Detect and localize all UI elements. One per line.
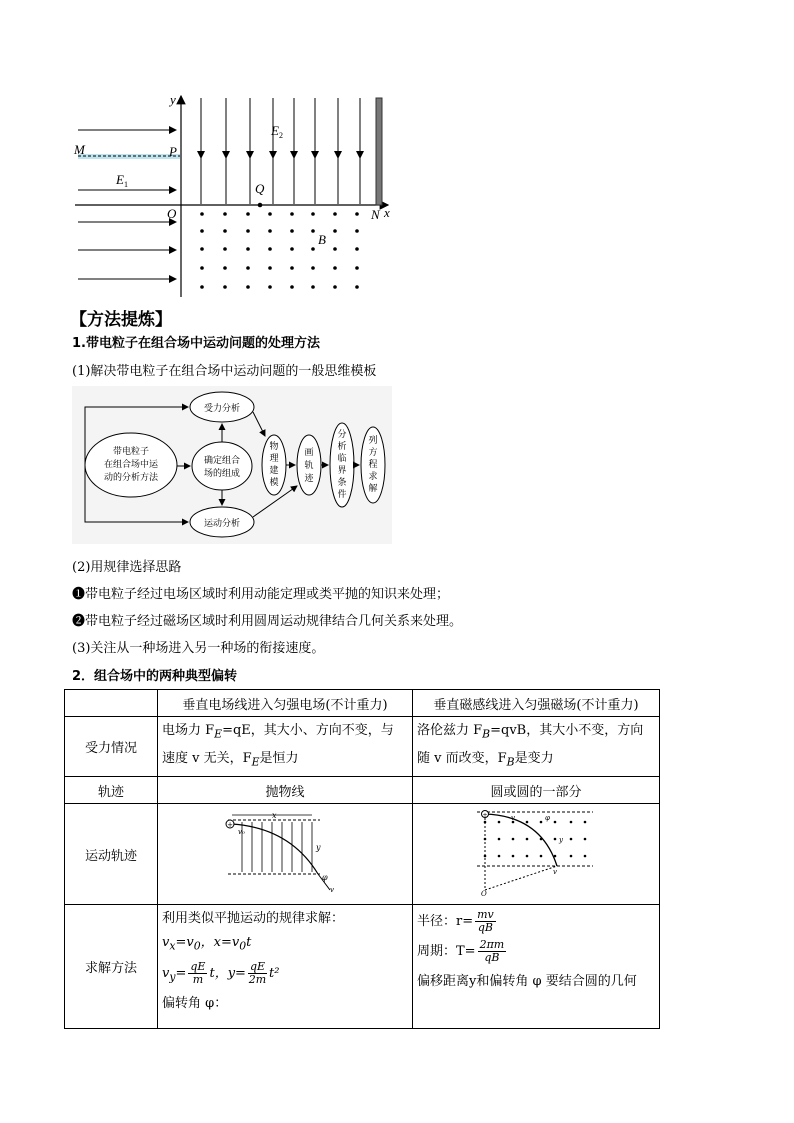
svg-text:物: 物 [269,442,279,452]
svg-text:动的分析方法: 动的分析方法 [103,473,159,483]
svg-text:φ: φ [545,814,550,823]
table-row [65,717,660,777]
header-electric: 垂直电场线进入匀强电场(不计重力) [158,690,413,717]
label-N: N [371,207,380,222]
force-electric: 电场力 $F_E=qE$，其大小、方向不变，与 速度 v 无关，$F_E$是恒力 [158,717,413,777]
subheading-1: 1.带电粒子在组合场中运动问题的处理方法 [72,336,320,351]
svg-text:运动分析: 运动分析 [203,519,241,529]
svg-text:解: 解 [368,484,378,494]
label-Q: Q [255,181,265,196]
svg-text:建: 建 [269,466,279,476]
row-path-label: 轨迹 [65,777,158,804]
field-diagram [70,92,410,302]
svg-text:迹: 迹 [304,474,314,484]
svg-text:程: 程 [368,460,378,470]
svg-text:φ: φ [322,873,328,883]
para-1: (1)解决带电粒子在组合场中运动问题的一般思维模板 [72,364,377,379]
method-heading: 【方法提炼】 [70,310,172,330]
comparison-table [64,689,660,1029]
label-P: P [169,144,177,159]
force-magnetic: 洛伦兹力 $F_B=qvB$，其大小不变，方向 随 v 而改变，$F_B$是变力 [413,717,660,777]
label-O: O [167,206,177,221]
svg-text:求: 求 [368,472,378,482]
svg-text:画: 画 [304,448,314,458]
svg-text:O: O [481,890,487,899]
para-5: (3)关注从一种场进入另一种场的衔接速度。 [72,641,325,656]
svg-text:模: 模 [269,478,279,488]
label-E2: $E_2$ [271,123,283,140]
table-row [65,804,660,905]
svg-text:+: + [482,812,488,820]
svg-text:界: 界 [337,466,347,476]
svg-text:x: x [272,811,277,821]
label-E1: $E_1$ [116,172,128,189]
svg-text:y: y [316,843,321,853]
svg-text:带电粒子: 带电粒子 [112,447,150,457]
svg-text:条: 条 [337,478,347,488]
svg-text:+: + [227,821,233,830]
path-magnetic: 圆或圆的一部分 [413,777,660,804]
svg-text:场的组成: 场的组成 [203,469,241,479]
row-force-label: 受力情况 [65,717,158,777]
svg-text:v₀: v₀ [238,828,245,837]
row-motion-label: 运动轨迹 [65,804,158,905]
para-2: (2)用规律选择思路 [72,560,182,575]
label-y: y [170,92,176,107]
solve-electric: 利用类似平抛运动的规律求解： $v_x=v_0$，$x=v_0t$ $v_y=$ $\frac{qE}{m}$ t，y= $\frac{qE}{2m}$ t² 偏转角 φ： [158,905,413,1029]
svg-text:方: 方 [368,448,378,458]
svg-text:件: 件 [337,490,347,500]
label-M: M [74,142,85,157]
node-compose [192,442,252,490]
label-B: B [318,232,326,247]
svg-text:理: 理 [269,454,279,464]
path-electric: 抛物线 [158,777,413,804]
svg-text:确定组合: 确定组合 [203,456,241,466]
svg-text:列: 列 [368,436,378,446]
svg-text:v: v [511,814,515,823]
para-3: ❶带电粒子经过电场区域时利用动能定理或类平抛的知识来处理； [72,587,450,602]
table-row [65,905,660,1029]
svg-text:分: 分 [337,430,347,440]
para-4: ❷带电粒子经过磁场区域时利用圆周运动规律结合几何关系来处理。 [72,614,463,629]
row-solve-label: 求解方法 [65,905,158,1029]
svg-text:v: v [553,868,557,877]
circle-arc-diagram [471,806,601,898]
svg-text:临: 临 [337,454,347,464]
svg-text:析: 析 [337,442,347,452]
parabola-diagram [220,810,350,894]
svg-text:受力分析: 受力分析 [203,404,241,414]
svg-text:v: v [330,886,334,895]
table-row [65,777,660,804]
svg-text:y: y [559,836,563,845]
header-magnetic: 垂直磁感线进入匀强磁场(不计重力) [413,690,660,717]
solve-magnetic: 半径：r= $\frac{mv}{qB}$ 周期：T= $\frac{2\pi m}{qB}$ 偏移距离y和偏转角 φ 要结合圆的几何 [413,905,660,1029]
table-row [65,690,660,717]
subheading-2: 2．组合场中的两种典型偏转 [72,669,238,684]
svg-text:在组合场中运: 在组合场中运 [103,460,159,470]
motion-electric [158,804,413,905]
svg-text:轨: 轨 [304,461,314,471]
motion-magnetic [413,804,660,905]
label-x: x [384,205,390,220]
flow-diagram [72,386,392,544]
